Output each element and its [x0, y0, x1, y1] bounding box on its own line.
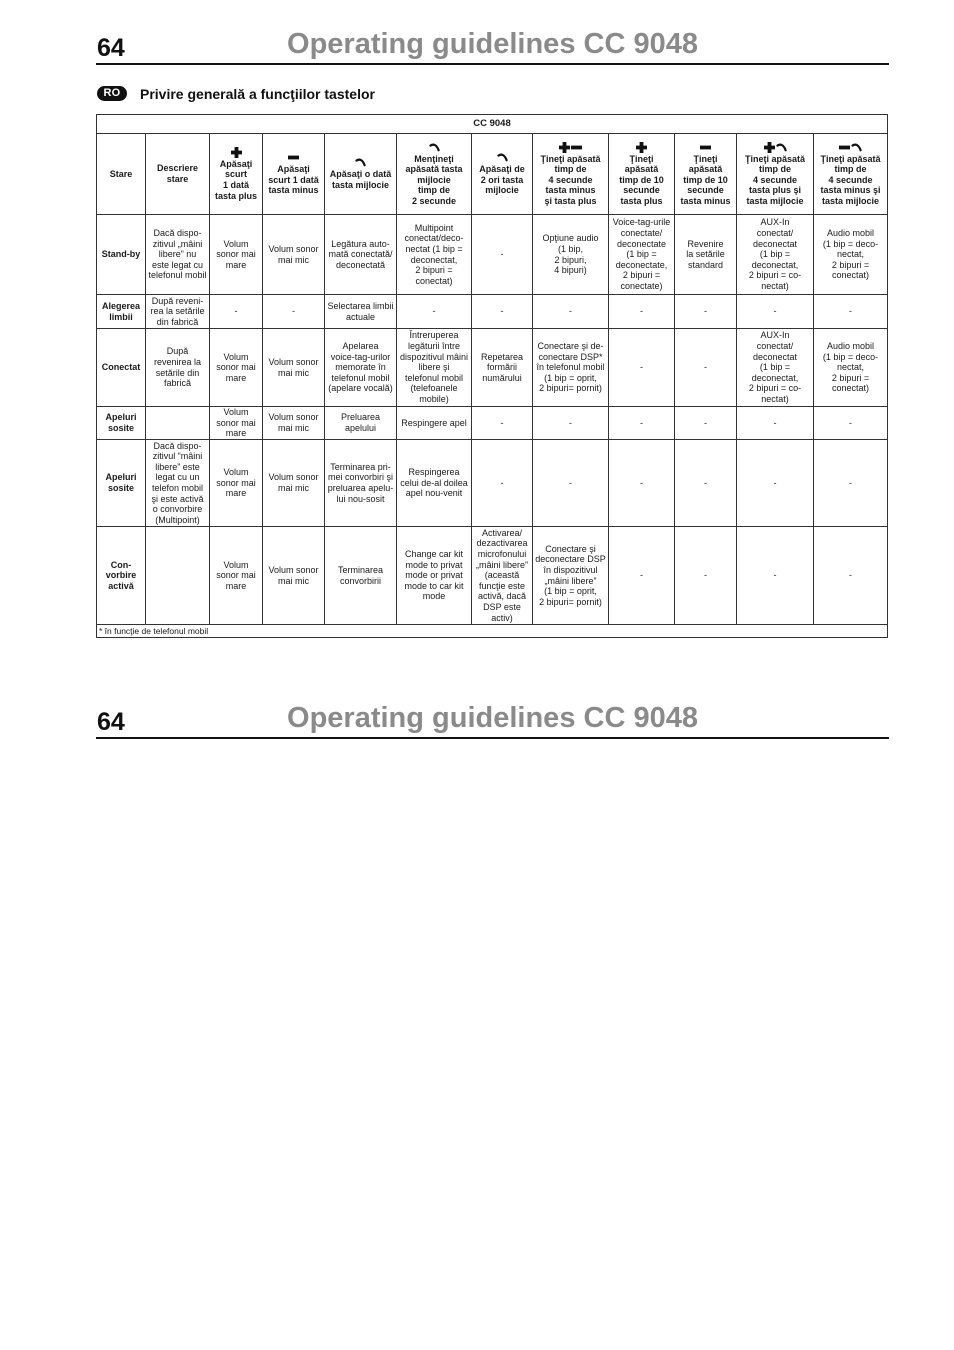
key-icons	[610, 142, 673, 153]
table-cell: -	[609, 295, 675, 329]
column-header	[397, 134, 472, 215]
table-cell: -	[533, 407, 609, 440]
column-header	[325, 134, 397, 215]
table-cell: -	[533, 440, 609, 527]
table-header-row	[97, 134, 888, 215]
column-header-label: Ţineţi apăsată timp de 10 secunde tasta minus	[680, 153, 731, 206]
column-header-label: Ţineţi apăsată timp de 4 secunde tasta minus şi tasta mijlocie	[820, 153, 881, 206]
header-rule	[96, 737, 889, 739]
key-icons	[473, 152, 531, 163]
table-footnote: * în funcţie de telefonul mobil	[97, 625, 888, 638]
table-cell: -	[397, 295, 472, 329]
table-cell: Apelarea voice-tag-urilor memorate în telefonul mobil (apelare vocală)	[325, 329, 397, 407]
column-header-label: Apăsaţi o dată tasta mijlocie	[329, 169, 392, 190]
table-cell: Terminarea convorbirii	[325, 527, 397, 625]
table-cell: Respingerea celui de-al doilea apel nou-venit	[397, 440, 472, 527]
table-cell: Repetarea formării numărului	[472, 329, 533, 407]
table-cell: Volum sonor mai mare	[210, 329, 263, 407]
table-cell: -	[737, 440, 814, 527]
column-header	[609, 134, 675, 215]
middle-key-icon	[497, 152, 508, 163]
row-description: Dacă dispo- zitivul “mâini libere” este legat cu un telefon mobil şi este activă o convorbire (Multipoint)	[146, 440, 210, 527]
row-state: Conectat	[97, 329, 146, 407]
minus-icon	[571, 142, 582, 153]
table-cell: -	[675, 329, 737, 407]
column-header-label: Stare	[109, 168, 133, 179]
row-description: Dacă dispo- zitivul „mâini libere” nu este legat cu telefonul mobil	[146, 215, 210, 295]
table-caption: CC 9048	[97, 115, 888, 134]
table-row	[97, 329, 888, 407]
row-description	[146, 407, 210, 440]
table-cell: -	[609, 407, 675, 440]
table-footnote-row	[97, 625, 888, 638]
table-cell: Volum sonor mai mare	[210, 527, 263, 625]
table-cell: -	[472, 407, 533, 440]
table-cell: Revenire la setările standard	[675, 215, 737, 295]
table-cell: Respingere apel	[397, 407, 472, 440]
page-number: 64	[97, 34, 125, 62]
page-title: Operating guidelines CC 9048	[287, 28, 698, 60]
table-cell: -	[609, 440, 675, 527]
table-cell: Voice-tag-urile conectate/ deconectate (1 bip = deconectate, 2 bipuri = conectate)	[609, 215, 675, 295]
middle-key-icon	[776, 142, 787, 153]
table-cell: -	[675, 440, 737, 527]
table-cell: Selectarea limbii actuale	[325, 295, 397, 329]
middle-key-icon	[851, 142, 862, 153]
key-icons	[398, 142, 470, 153]
table-cell: Volum sonor mai mic	[263, 527, 325, 625]
column-header	[263, 134, 325, 215]
column-header	[675, 134, 737, 215]
table-cell: -	[737, 527, 814, 625]
table-cell: -	[675, 295, 737, 329]
key-icons	[534, 142, 607, 153]
page-number: 64	[97, 708, 125, 736]
column-header-label: Ţineţi apăsată timp de 4 secunde tasta plus şi tasta mijlocie	[744, 153, 806, 206]
table-cell: -	[609, 527, 675, 625]
key-icons	[676, 142, 735, 153]
table-cell: Volum sonor mai mic	[263, 440, 325, 527]
table-cell: -	[675, 407, 737, 440]
row-state: Stand-by	[97, 215, 146, 295]
table-cell: Multipoint conectat/deco- nectat (1 bip = deconectat, 2 bipuri = conectat)	[397, 215, 472, 295]
row-state: Con- vorbire activă	[97, 527, 146, 625]
table-cell: Volum sonor mai mare	[210, 215, 263, 295]
table-row	[97, 527, 888, 625]
table-cell: Volum sonor mai mare	[210, 407, 263, 440]
table-cell: -	[472, 295, 533, 329]
minus-icon	[839, 142, 850, 153]
key-icons	[264, 152, 323, 163]
table-cell: -	[609, 329, 675, 407]
plus-icon	[636, 142, 647, 153]
plus-icon	[231, 147, 242, 158]
table-caption-row	[97, 115, 888, 134]
table-cell: Activarea/ dezactivarea microfonului „mâini libere” (această funcţie este activă, dacă DSP este activ)	[472, 527, 533, 625]
row-state: Alegerea limbii	[97, 295, 146, 329]
row-description	[146, 527, 210, 625]
row-state: Apeluri sosite	[97, 407, 146, 440]
table-cell: -	[814, 407, 888, 440]
middle-key-icon	[355, 157, 366, 168]
row-state: Apeluri sosite	[97, 440, 146, 527]
column-header-label: Descriere stare	[156, 163, 199, 184]
table-row	[97, 407, 888, 440]
table-body	[97, 215, 888, 625]
table-cell: -	[737, 295, 814, 329]
table-cell: Opţiune audio (1 bip, 2 bipuri, 4 bipuri)	[533, 215, 609, 295]
table-cell: Volum sonor mai mic	[263, 215, 325, 295]
minus-icon	[700, 142, 711, 153]
key-icons	[211, 147, 261, 158]
column-header-label: Apăsaţi scurt 1 dată tasta minus	[268, 164, 319, 196]
section-heading: Privire generală a funcţiilor tastelor	[140, 86, 375, 102]
table-cell: Preluarea apelului	[325, 407, 397, 440]
row-description: După reveni- rea la setările din fabrică	[146, 295, 210, 329]
column-header	[210, 134, 263, 215]
table-cell: -	[472, 440, 533, 527]
table-cell: Audio mobil (1 bip = deco- nectat, 2 bipuri = conectat)	[814, 215, 888, 295]
table-cell: Conectare şi de- conectare DSP* în telefonul mobil (1 bip = oprit, 2 bipuri= pornit)	[533, 329, 609, 407]
table-row	[97, 215, 888, 295]
header-rule	[96, 63, 889, 65]
language-badge: RO	[97, 86, 127, 101]
column-header-label: Ţineţi apăsată timp de 4 secunde tasta minus şi tasta plus	[540, 153, 601, 206]
plus-icon	[764, 142, 775, 153]
table-cell: -	[814, 527, 888, 625]
column-header-label: Apăsaţi de 2 ori tasta mijlocie	[479, 164, 525, 196]
key-icons	[738, 142, 812, 153]
plus-icon	[559, 142, 570, 153]
minus-icon	[288, 152, 299, 163]
key-icons	[326, 157, 395, 168]
table-cell: Conectare şi deconectare DSP în dispozitivul „mâini libere” (1 bip = oprit, 2 bipuri= pornit)	[533, 527, 609, 625]
table-cell: Întreruperea legăturii între dispozitivul mâini libere şi telefonul mobil (telefoanele mobile)	[397, 329, 472, 407]
column-header-label: Menţineţi apăsată tasta mijlocie timp de 2 secunde	[405, 153, 463, 206]
column-header	[97, 134, 146, 215]
table-cell: -	[263, 295, 325, 329]
table-cell: Legătura auto- mată conectată/ deconectată	[325, 215, 397, 295]
table-cell: Volum sonor mai mic	[263, 329, 325, 407]
table-cell: -	[675, 527, 737, 625]
table-row	[97, 295, 888, 329]
column-header-label: Apăsaţi scurt 1 dată tasta plus	[214, 158, 257, 201]
table-cell: Audio mobil (1 bip = deco- nectat, 2 bipuri = conectat)	[814, 329, 888, 407]
column-header	[533, 134, 609, 215]
column-header	[814, 134, 888, 215]
table-cell: Terminarea pri- mei convorbiri şi preluarea apelu- lui nou-sosit	[325, 440, 397, 527]
table-cell: -	[210, 295, 263, 329]
column-header	[737, 134, 814, 215]
table-cell: -	[533, 295, 609, 329]
table-cell: AUX-In conectat/ deconectat (1 bip = deconectat, 2 bipuri = co- nectat)	[737, 215, 814, 295]
table-cell: Change car kit mode to privat mode or privat mode to car kit mode	[397, 527, 472, 625]
table-cell: -	[814, 440, 888, 527]
table-cell: Volum sonor mai mare	[210, 440, 263, 527]
key-icons	[815, 142, 886, 153]
table-cell: AUX-In conectat/ deconectat (1 bip = deconectat, 2 bipuri = co- nectat)	[737, 329, 814, 407]
column-header-label: Ţineţi apăsată timp de 10 secunde tasta plus	[619, 153, 664, 206]
middle-key-icon	[429, 142, 440, 153]
table-cell: -	[814, 295, 888, 329]
page-title: Operating guidelines CC 9048	[287, 702, 698, 734]
table-cell: -	[737, 407, 814, 440]
row-description: După revenirea la setările din fabrică	[146, 329, 210, 407]
column-header	[146, 134, 210, 215]
table-cell: -	[472, 215, 533, 295]
column-header	[472, 134, 533, 215]
table-cell: Volum sonor mai mic	[263, 407, 325, 440]
table-row	[97, 440, 888, 527]
key-functions-table	[96, 114, 888, 638]
